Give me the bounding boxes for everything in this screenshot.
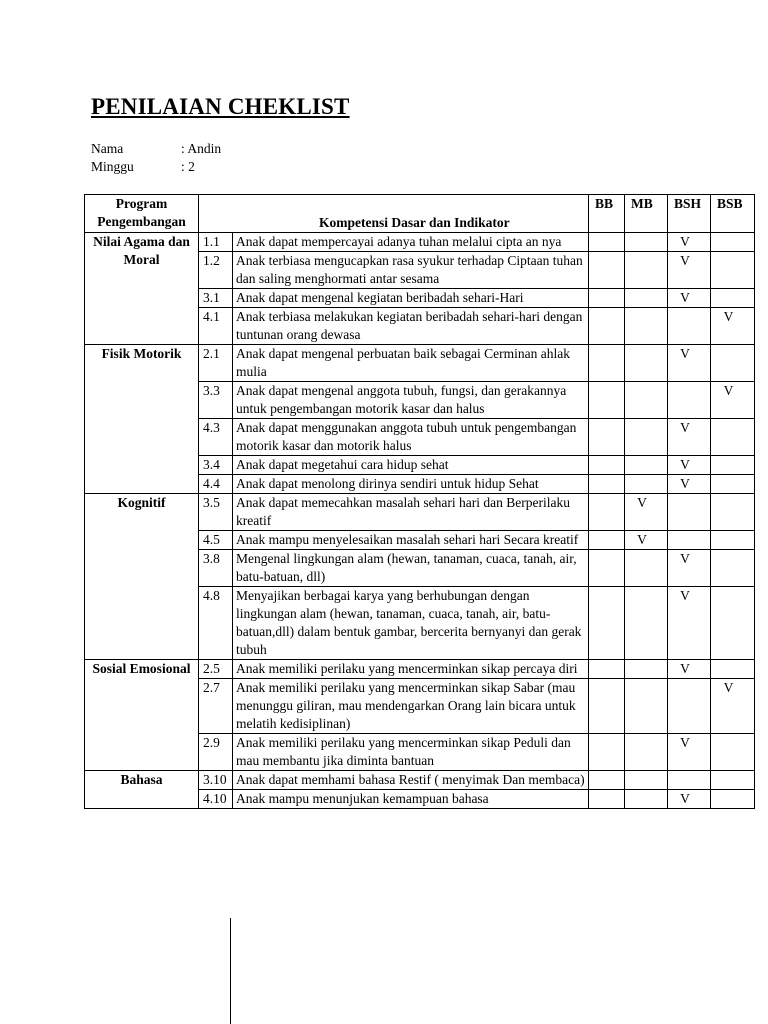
indicator-text: Anak memiliki perilaku yang mencerminkan sikap Sabar (mau menunggu giliran, mau mendengarkan Orang lain bicara untuk melatih kedisiplinan) [233,679,589,734]
rating-cell-bb [589,289,625,308]
rating-cell-bsb [711,587,755,660]
indicator-number: 1.1 [199,233,233,252]
indicator-text: Anak dapat megetahui cara hidup sehat [233,456,589,475]
rating-cell-bsh: V [668,419,711,456]
rating-cell-bsb [711,531,755,550]
week-label: Minggu [91,159,134,174]
rating-cell-mb [625,252,668,289]
table-row [85,660,755,679]
rating-cell-bsh [668,382,711,419]
header-bsb: BSB [711,195,755,233]
rating-cell-bsh: V [668,233,711,252]
indicator-text: Mengenal lingkungan alam (hewan, tanaman, cuaca, tanah, air, batu-batuan, dll) [233,550,589,587]
rating-cell-bsb [711,345,755,382]
rating-cell-bb [589,308,625,345]
rating-cell-bb [589,550,625,587]
program-group-cell: Bahasa [85,771,199,809]
header-competency: Kompetensi Dasar dan Indikator [199,195,589,233]
rating-cell-bsh: V [668,456,711,475]
rating-cell-bsh [668,531,711,550]
page-title: PENILAIAN CHEKLIST [91,94,350,119]
rating-cell-bb [589,531,625,550]
program-group-cell: Sosial Emosional [85,660,199,771]
indicator-number: 3.1 [199,289,233,308]
rating-cell-mb [625,308,668,345]
rating-cell-bsb [711,771,755,790]
student-name-row [91,141,221,157]
indicator-number: 4.10 [199,790,233,809]
indicator-text: Anak memiliki perilaku yang mencerminkan sikap percaya diri [233,660,589,679]
rating-cell-bsb [711,494,755,531]
rating-cell-bsb [711,289,755,308]
rating-cell-bsb [711,233,755,252]
rating-cell-bsh [668,308,711,345]
indicator-text: Anak dapat memecahkan masalah sehari hari dan Berperilaku kreatif [233,494,589,531]
rating-cell-bsh [668,771,711,790]
indicator-text: Anak mampu menunjukan kemampuan bahasa [233,790,589,809]
rating-cell-mb [625,771,668,790]
rating-cell-mb [625,475,668,494]
name-value: : Andin [181,141,222,156]
rating-cell-bb [589,252,625,289]
week-value: : 2 [181,159,195,174]
rating-cell-bsh: V [668,252,711,289]
rating-cell-mb [625,734,668,771]
rating-cell-bsh [668,494,711,531]
rating-cell-bsb [711,456,755,475]
table-body [85,233,755,809]
rating-cell-bb [589,345,625,382]
rating-cell-bsh: V [668,660,711,679]
rating-cell-bb [589,734,625,771]
rating-cell-bsb [711,550,755,587]
table-row [85,233,755,252]
rating-cell-bb [589,419,625,456]
rating-cell-bsh: V [668,475,711,494]
rating-cell-bsb [711,475,755,494]
rating-cell-bsb: V [711,382,755,419]
rating-cell-bsb [711,252,755,289]
table-header-row [85,195,755,233]
indicator-text: Anak dapat memhami bahasa Restif ( menyimak Dan membaca) [233,771,589,790]
indicator-number: 4.8 [199,587,233,660]
rating-cell-mb: V [625,494,668,531]
indicator-number: 4.5 [199,531,233,550]
indicator-number: 2.1 [199,345,233,382]
rating-cell-mb [625,289,668,308]
table-continuation-line [230,918,231,1024]
rating-cell-bb [589,382,625,419]
rating-cell-mb [625,679,668,734]
rating-cell-bb [589,233,625,252]
rating-cell-mb [625,419,668,456]
indicator-number: 2.9 [199,734,233,771]
header-bb: BB [589,195,625,233]
rating-cell-bsb [711,790,755,809]
indicator-text: Anak dapat mempercayai adanya tuhan melalui cipta an nya [233,233,589,252]
rating-cell-bsh: V [668,289,711,308]
indicator-number: 3.10 [199,771,233,790]
program-group-cell: Fisik Motorik [85,345,199,494]
header-program: Program Pengembangan [85,195,199,233]
rating-cell-mb [625,345,668,382]
rating-cell-bsh: V [668,550,711,587]
indicator-number: 3.4 [199,456,233,475]
rating-cell-bb [589,790,625,809]
name-label: Nama [91,141,124,156]
indicator-number: 3.5 [199,494,233,531]
indicator-text: Anak dapat menolong dirinya sendiri untuk hidup Sehat [233,475,589,494]
rating-cell-bsb: V [711,308,755,345]
indicator-number: 2.5 [199,660,233,679]
indicator-text: Anak terbiasa melakukan kegiatan beribadah sehari-hari dengan tuntunan orang dewasa [233,308,589,345]
rating-cell-bsb: V [711,679,755,734]
program-group-cell: Nilai Agama dan Moral [85,233,199,345]
rating-cell-bb [589,771,625,790]
rating-cell-bb [589,456,625,475]
rating-cell-bsb [711,419,755,456]
rating-cell-bb [589,660,625,679]
rating-cell-bsh: V [668,345,711,382]
rating-cell-bb [589,475,625,494]
indicator-text: Anak memiliki perilaku yang mencerminkan sikap Peduli dan mau membantu jika diminta bantuan [233,734,589,771]
rating-cell-mb [625,790,668,809]
checklist-table [84,194,755,809]
indicator-number: 2.7 [199,679,233,734]
indicator-number: 4.4 [199,475,233,494]
indicator-number: 3.3 [199,382,233,419]
indicator-number: 1.2 [199,252,233,289]
indicator-text: Menyajikan berbagai karya yang berhubungan dengan lingkungan alam (hewan, tanaman, cuaca, tanah, air, batu-batuan,dll) dalam bentuk gambar, bercerita bernyanyi dan gerak tubuh [233,587,589,660]
indicator-text: Anak mampu menyelesaikan masalah sehari hari Secara kreatif [233,531,589,550]
indicator-text: Anak dapat mengenal kegiatan beribadah sehari-Hari [233,289,589,308]
program-group-cell: Kognitif [85,494,199,660]
rating-cell-bb [589,494,625,531]
rating-cell-mb [625,660,668,679]
indicator-number: 3.8 [199,550,233,587]
header-bsh: BSH [668,195,711,233]
rating-cell-mb [625,550,668,587]
rating-cell-mb [625,587,668,660]
rating-cell-mb: V [625,531,668,550]
rating-cell-mb [625,233,668,252]
rating-cell-mb [625,382,668,419]
rating-cell-bsb [711,660,755,679]
rating-cell-bsb [711,734,755,771]
indicator-text: Anak dapat mengenal anggota tubuh, fungsi, dan gerakannya untuk pengembangan motorik kasar dan halus [233,382,589,419]
rating-cell-bsh [668,679,711,734]
indicator-text: Anak dapat mengenal perbuatan baik sebagai Cerminan ahlak mulia [233,345,589,382]
table-row [85,494,755,531]
indicator-number: 4.3 [199,419,233,456]
rating-cell-bb [589,679,625,734]
rating-cell-bsh: V [668,790,711,809]
indicator-number: 4.1 [199,308,233,345]
week-row [91,159,195,175]
indicator-text: Anak terbiasa mengucapkan rasa syukur terhadap Ciptaan tuhan dan saling menghormati antar sesama [233,252,589,289]
rating-cell-bsh: V [668,587,711,660]
table-row [85,345,755,382]
header-mb: MB [625,195,668,233]
rating-cell-bsh: V [668,734,711,771]
indicator-text: Anak dapat menggunakan anggota tubuh untuk pengembangan motorik kasar dan motorik halus [233,419,589,456]
rating-cell-bb [589,587,625,660]
table-row [85,771,755,790]
rating-cell-mb [625,456,668,475]
